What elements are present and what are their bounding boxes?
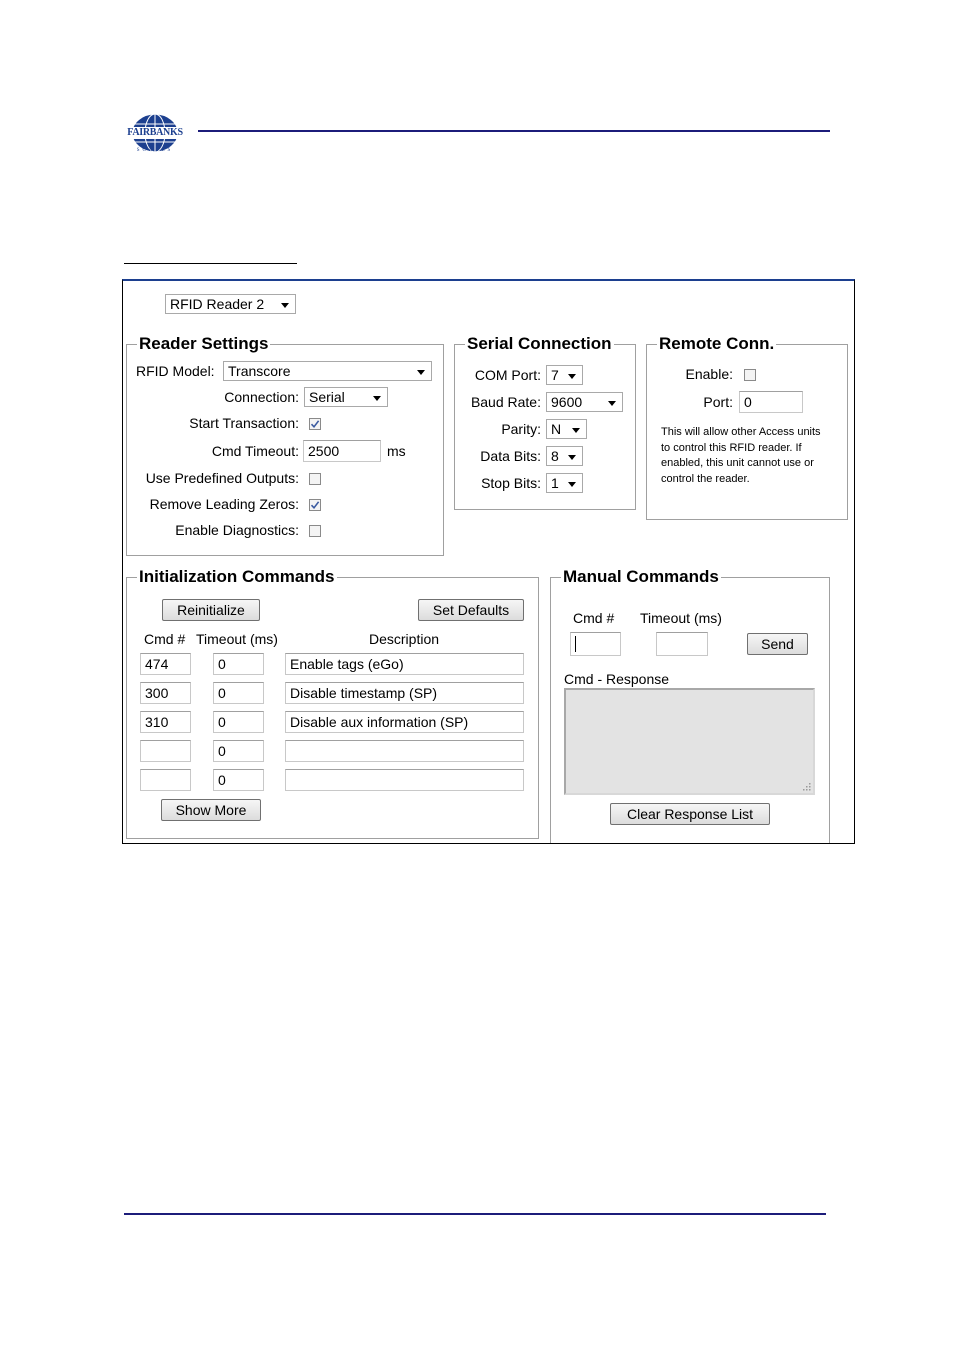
send-button[interactable]: Send xyxy=(747,633,808,655)
baud-rate-select[interactable] xyxy=(546,392,623,412)
start-transaction-checkbox[interactable] xyxy=(309,418,321,430)
serial-connection-title: Serial Connection xyxy=(467,334,612,353)
use-predefined-outputs-checkbox[interactable] xyxy=(309,473,321,485)
text-cursor xyxy=(575,636,576,652)
init-description-input[interactable] xyxy=(285,740,524,762)
cmd-response-textarea[interactable] xyxy=(564,688,815,795)
rfid-model-label: RFID Model: xyxy=(136,363,215,379)
remote-port-label: Port: xyxy=(703,394,733,410)
rfid-model-value: Transcore xyxy=(228,363,291,379)
reader-settings-title: Reader Settings xyxy=(139,334,269,353)
chevron-down-icon xyxy=(568,374,576,379)
stop-bits-select[interactable] xyxy=(546,473,583,493)
baud-rate-value: 9600 xyxy=(551,394,583,410)
data-bits-label: Data Bits: xyxy=(480,448,541,464)
init-description-input[interactable]: Disable aux information (SP) xyxy=(285,711,524,733)
chevron-down-icon xyxy=(281,303,289,308)
logo-subtext: SCALES xyxy=(136,148,174,153)
logo-text: FAIRBANKS xyxy=(127,127,183,138)
reinitialize-button[interactable]: Reinitialize xyxy=(162,599,260,621)
manual-cmd-label: Cmd # xyxy=(573,610,615,626)
remote-port-input[interactable]: 0 xyxy=(739,391,803,413)
init-cmd-input[interactable]: 310 xyxy=(140,711,191,733)
stop-bits-label: Stop Bits: xyxy=(481,475,541,491)
manual-cmd-input[interactable] xyxy=(570,632,621,656)
manual-timeout-input[interactable] xyxy=(656,632,708,656)
col-cmd-header: Cmd # xyxy=(144,631,186,647)
init-cmd-input[interactable]: 300 xyxy=(140,682,191,704)
remote-enable-checkbox[interactable] xyxy=(744,369,756,381)
enable-diagnostics-label: Enable Diagnostics: xyxy=(175,522,299,538)
remote-enable-label: Enable: xyxy=(685,366,733,382)
init-description-input[interactable] xyxy=(285,769,524,791)
cmd-timeout-input[interactable]: 2500 xyxy=(303,440,381,462)
cmd-timeout-unit: ms xyxy=(387,443,406,459)
manual-timeout-label: Timeout (ms) xyxy=(640,610,722,626)
chevron-down-icon xyxy=(572,428,580,433)
clear-response-list-button[interactable]: Clear Response List xyxy=(610,803,770,825)
com-port-label: COM Port: xyxy=(474,367,541,383)
use-predefined-outputs-label: Use Predefined Outputs: xyxy=(145,470,299,486)
remove-leading-zeros-label: Remove Leading Zeros: xyxy=(149,496,299,512)
connection-label: Connection: xyxy=(224,389,299,405)
init-timeout-input[interactable]: 0 xyxy=(213,769,264,791)
parity-label: Parity: xyxy=(501,421,541,437)
chevron-down-icon xyxy=(373,396,381,401)
init-timeout-input[interactable]: 0 xyxy=(213,682,264,704)
show-more-button[interactable]: Show More xyxy=(161,799,261,821)
device-select[interactable] xyxy=(165,294,296,314)
chevron-down-icon xyxy=(417,370,425,375)
section-underline xyxy=(124,263,297,264)
baud-rate-label: Baud Rate: xyxy=(470,394,541,410)
init-cmd-input[interactable] xyxy=(140,769,191,791)
rfid-model-select[interactable] xyxy=(223,361,432,381)
footer-rule xyxy=(124,1213,826,1215)
data-bits-select[interactable] xyxy=(546,446,583,466)
fairbanks-logo xyxy=(124,112,186,154)
remote-conn-note: This will allow other Access units to control this RFID reader. If enabled, this unit cannot use or control the reader. xyxy=(661,426,821,485)
connection-value: Serial xyxy=(309,389,345,405)
enable-diagnostics-checkbox[interactable] xyxy=(309,525,321,537)
init-timeout-input[interactable]: 0 xyxy=(213,653,264,675)
init-timeout-input[interactable]: 0 xyxy=(213,740,264,762)
rfid-config-screenshot xyxy=(122,279,855,844)
stop-bits-value: 1 xyxy=(551,475,559,491)
init-description-input[interactable]: Enable tags (eGo) xyxy=(285,653,524,675)
checkmark-icon xyxy=(310,500,320,510)
chevron-down-icon xyxy=(568,455,576,460)
cmd-timeout-label: Cmd Timeout: xyxy=(211,443,299,459)
col-description-header: Description xyxy=(369,631,440,647)
start-transaction-label: Start Transaction: xyxy=(189,415,299,431)
init-cmd-input[interactable] xyxy=(140,740,191,762)
chevron-down-icon xyxy=(608,401,616,406)
com-port-select[interactable] xyxy=(546,365,583,385)
parity-value: N xyxy=(551,421,562,437)
col-timeout-header: Timeout (ms) xyxy=(196,631,278,647)
chevron-down-icon xyxy=(568,482,576,487)
set-defaults-button[interactable]: Set Defaults xyxy=(418,599,524,621)
cmd-response-label: Cmd - Response xyxy=(564,671,670,687)
init-timeout-input[interactable]: 0 xyxy=(213,711,264,733)
header-rule xyxy=(198,130,830,132)
device-select-value: RFID Reader 2 xyxy=(170,296,265,312)
remote-conn-title: Remote Conn. xyxy=(659,334,775,353)
init-commands-title: Initialization Commands xyxy=(139,567,335,586)
connection-select[interactable] xyxy=(304,387,388,407)
init-description-input[interactable]: Disable timestamp (SP) xyxy=(285,682,524,704)
com-port-value: 7 xyxy=(551,367,559,383)
data-bits-value: 8 xyxy=(551,448,559,464)
init-cmd-input[interactable]: 474 xyxy=(140,653,191,675)
parity-select[interactable] xyxy=(546,419,587,439)
remove-leading-zeros-checkbox[interactable] xyxy=(309,499,321,511)
checkmark-icon xyxy=(310,419,320,429)
manual-commands-title: Manual Commands xyxy=(563,567,719,586)
resize-grip-icon[interactable] xyxy=(801,781,811,791)
